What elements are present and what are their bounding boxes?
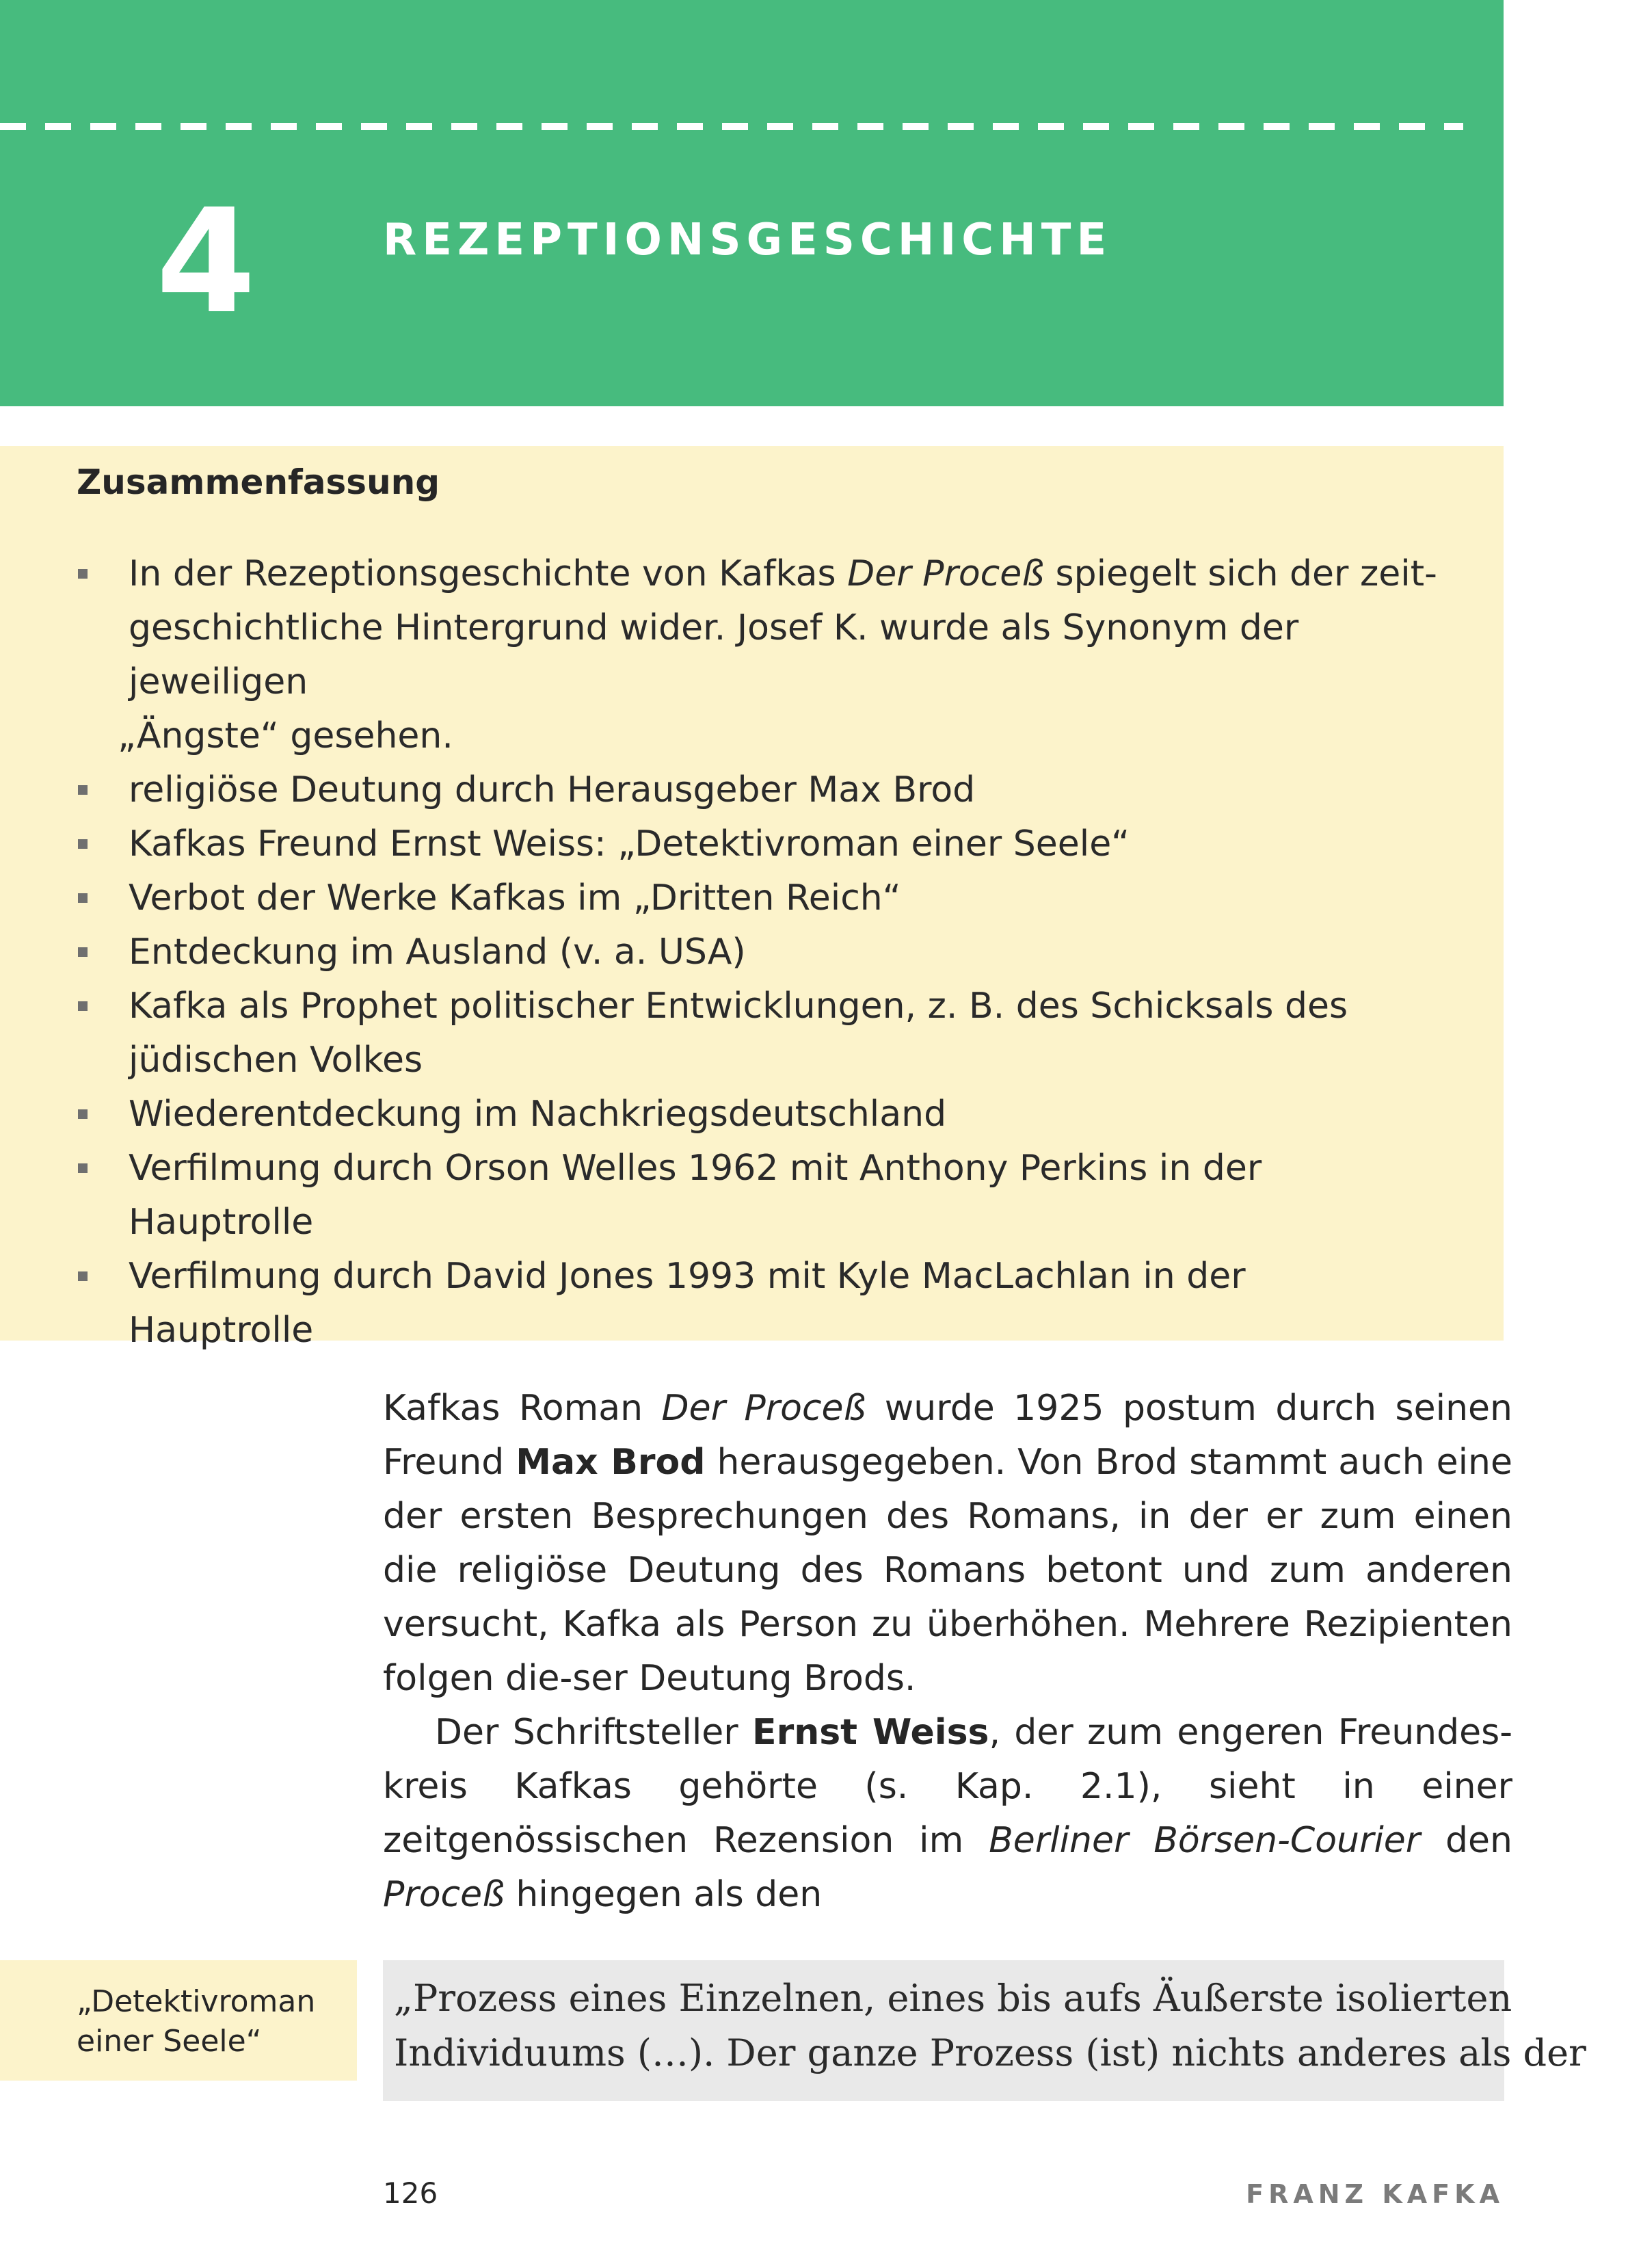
page-number: 126 <box>383 2176 438 2210</box>
bullet-icon <box>78 1163 88 1173</box>
quote: „Prozess eines Einzelnen, eines bis aufs Äußerste isolierten Individuums (…). Der ganze Prozess (ist) nichts anderes als der <box>394 1977 1586 2074</box>
summary-item-continuation: jüdischen Volkes <box>129 1040 423 1081</box>
summary-item-continuation: geschichtliche Hintergrund wider. Josef K. wurde als Synonym der jeweiligen <box>129 607 1299 702</box>
running-footer: FRANZ KAFKA <box>1246 2179 1504 2209</box>
bullet-icon <box>78 1001 88 1011</box>
bullet-icon <box>78 947 88 957</box>
margin-note: „Detektivroman einer Seele“ <box>77 1984 316 2059</box>
bullet-icon <box>78 839 88 849</box>
summary-item: Kafka als Prophet politischer Entwicklungen, z. B. des Schicksals des <box>77 979 1485 1033</box>
summary-heading: Zusammenfassung <box>77 462 440 502</box>
bullet-icon <box>78 569 88 579</box>
bullet-icon <box>78 1271 88 1281</box>
body-paragraph: Kafkas Roman Der Proceß wurde 1925 postum durch seinen Freund Max Brod herausgegeben. Von Brod stammt auch eine der ersten Besprechungen des Romans, in der er zum einen die religiöse Deutung des Romans betont und zum anderen versucht, Kafka als Person zu überhöhen. Mehrere Rezipienten folgen die-ser Deutung Brods. <box>383 1388 1512 1699</box>
summary-item-continuation: „Ängste“ gesehen. <box>118 715 453 756</box>
summary-item: Kafkas Freund Ernst Weiss: „Detektivroman einer Seele“ <box>77 817 1485 871</box>
summary-item: Entdeckung im Ausland (v. a. USA) <box>77 925 1485 979</box>
body-paragraph: Der Schriftsteller Ernst Weiss, der zum engeren Freundes-kreis Kafkas gehörte (s. Kap. 2.1), sieht in einer zeitgenössischen Rezension im Berliner Börsen-Courier den Proceß hingegen als den <box>383 1712 1512 1915</box>
chapter-number: 4 <box>156 178 256 345</box>
summary-list <box>77 547 1485 1358</box>
bullet-icon <box>78 893 88 903</box>
bullet-icon <box>78 785 88 795</box>
summary-item: Verfilmung durch David Jones 1993 mit Kyle MacLachlan in der <box>77 1250 1485 1304</box>
summary-item-continuation: Hauptrolle <box>129 1310 314 1351</box>
summary-item: Verfilmung durch Orson Welles 1962 mit Anthony Perkins in der <box>77 1142 1485 1196</box>
summary-item: religiöse Deutung durch Herausgeber Max Brod <box>77 763 1485 817</box>
summary-item: Verbot der Werke Kafkas im „Dritten Reich“ <box>77 871 1485 925</box>
chapter-title: REZEPTIONSGESCHICHTE <box>383 215 1112 265</box>
summary-item-continuation: Hauptrolle <box>129 1202 314 1243</box>
body-text <box>383 1382 1512 1922</box>
dashed-divider <box>0 123 1463 130</box>
bullet-icon <box>78 1109 88 1119</box>
summary-item: Wiederentdeckung im Nachkriegsdeutschland <box>77 1087 1485 1142</box>
summary-item: In der Rezeptionsgeschichte von Kafkas Der Proceß spiegelt sich der zeit- <box>77 547 1485 601</box>
